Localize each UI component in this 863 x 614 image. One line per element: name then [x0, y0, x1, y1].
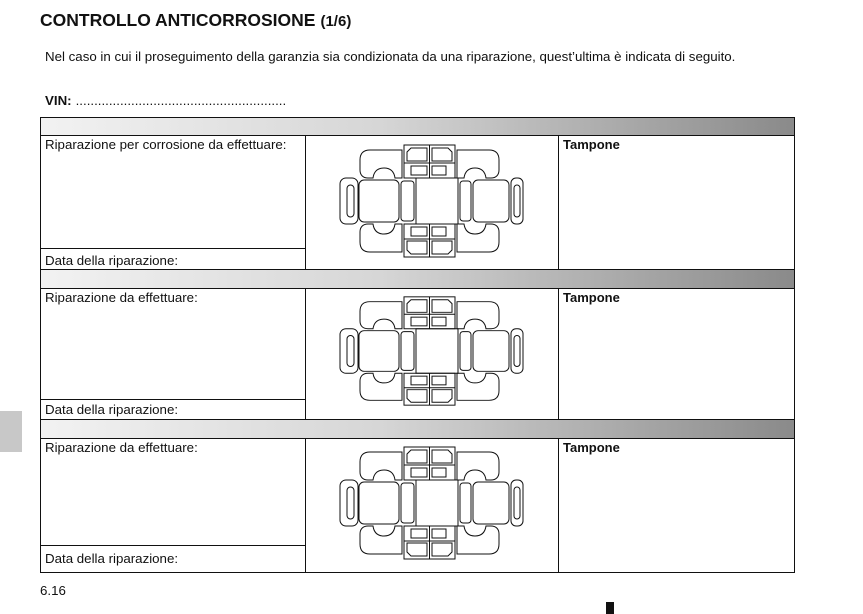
- front-bumper-slot: [347, 487, 354, 519]
- front-door-panel-upper: [411, 317, 427, 326]
- date-label: Data della riparazione:: [45, 402, 179, 417]
- lower-side-panels: [360, 373, 499, 405]
- front-fender-lower: [360, 526, 402, 554]
- vin-label: VIN:: [45, 93, 72, 108]
- rear-door-window-upper: [432, 300, 452, 313]
- trunk-lid: [473, 482, 509, 524]
- page-title: [40, 12, 351, 30]
- front-door-panel-upper: [411, 166, 427, 175]
- hood: [359, 180, 399, 222]
- date-label: Data della riparazione:: [45, 551, 179, 566]
- front-door-panel-upper: [411, 468, 427, 477]
- rear-door-panel-lower: [432, 376, 446, 385]
- top-view-panels: [340, 178, 523, 224]
- rear-quarter-lower: [457, 526, 499, 554]
- car-body-svg: [338, 140, 525, 262]
- front-fender-upper: [360, 302, 402, 329]
- rear-door-window-lower: [432, 543, 452, 556]
- stamp-label: Tampone: [563, 290, 620, 305]
- stamp-cell: [559, 289, 794, 419]
- stamp-label: Tampone: [563, 137, 620, 152]
- front-door-window-lower: [407, 543, 427, 556]
- rear-door-window-lower: [432, 241, 452, 254]
- car-body-svg: [338, 442, 525, 564]
- date-row: [41, 399, 305, 419]
- rear-window: [460, 483, 471, 523]
- rear-door-window-upper: [432, 148, 452, 161]
- repair-block-2: [40, 269, 795, 420]
- rear-door-panel-upper: [432, 468, 446, 477]
- block-body: [41, 136, 794, 269]
- block-body: [41, 439, 794, 572]
- roof: [416, 480, 458, 526]
- block-header-bar: [41, 270, 794, 289]
- repair-block-1: [40, 117, 795, 270]
- windshield: [401, 332, 414, 371]
- rear-quarter-upper: [457, 302, 499, 329]
- repair-label: Riparazione da effettuare:: [45, 440, 198, 455]
- top-view-panels: [340, 480, 523, 526]
- front-door-window-upper: [407, 148, 427, 161]
- vin-line: [45, 94, 286, 107]
- vin-dotted-line: .........................................................: [75, 93, 287, 108]
- block-body: [41, 289, 794, 419]
- rear-door-panel-lower: [432, 529, 446, 538]
- diagram-cell: [306, 289, 559, 419]
- rear-quarter-lower: [457, 373, 499, 400]
- roof: [416, 329, 458, 373]
- page-edge-marker: [606, 602, 614, 614]
- car-body-diagram: [338, 292, 525, 410]
- front-fender-lower: [360, 373, 402, 400]
- car-body-diagram: [338, 442, 525, 564]
- rear-window: [460, 332, 471, 371]
- front-door-panel-lower: [411, 529, 427, 538]
- date-row: [41, 545, 305, 572]
- lower-side-panels: [360, 526, 499, 559]
- rear-window: [460, 181, 471, 221]
- upper-side-panels: [360, 297, 499, 329]
- diagram-cell: [306, 439, 559, 572]
- side-thumb-tab: [0, 411, 22, 452]
- car-body-diagram: [338, 140, 525, 262]
- front-bumper-slot: [347, 185, 354, 217]
- rear-door-panel-lower: [432, 227, 446, 236]
- trunk-lid: [473, 331, 509, 372]
- car-body-svg: [338, 292, 525, 410]
- front-fender-upper: [360, 150, 402, 178]
- repair-cell: [41, 136, 306, 269]
- hood: [359, 482, 399, 524]
- rear-quarter-upper: [457, 150, 499, 178]
- rear-bumper-slot: [514, 487, 520, 519]
- block-header-bar: [41, 118, 794, 136]
- hood: [359, 331, 399, 372]
- front-door-window-upper: [407, 450, 427, 463]
- rear-bumper-slot: [514, 185, 520, 217]
- front-fender-upper: [360, 452, 402, 480]
- repair-block-3: [40, 419, 795, 573]
- top-view-panels: [340, 329, 523, 373]
- rear-quarter-upper: [457, 452, 499, 480]
- stamp-cell: [559, 136, 794, 269]
- repair-cell: [41, 289, 306, 419]
- roof: [416, 178, 458, 224]
- intro-paragraph: Nel caso in cui il proseguimento della garanzia sia condizionata da una riparazione, quest’ultima è indicata di seguito.: [45, 49, 736, 64]
- windshield: [401, 181, 414, 221]
- rear-door-window-upper: [432, 450, 452, 463]
- block-header-bar: [41, 420, 794, 439]
- front-bumper-slot: [347, 336, 354, 367]
- repair-cell: [41, 439, 306, 572]
- stamp-label: Tampone: [563, 440, 620, 455]
- rear-door-panel-upper: [432, 317, 446, 326]
- rear-quarter-lower: [457, 224, 499, 252]
- repair-label: Riparazione per corrosione da effettuare:: [45, 137, 287, 152]
- page-title-text: CONTROLLO ANTICORROSIONE: [40, 10, 316, 30]
- rear-door-panel-upper: [432, 166, 446, 175]
- windshield: [401, 483, 414, 523]
- rear-door-window-lower: [432, 390, 452, 403]
- front-door-window-lower: [407, 241, 427, 254]
- date-label: Data della riparazione:: [45, 253, 179, 268]
- upper-side-panels: [360, 447, 499, 480]
- lower-side-panels: [360, 224, 499, 257]
- front-door-window-upper: [407, 300, 427, 313]
- rear-bumper-slot: [514, 336, 520, 367]
- page-number: 6.16: [40, 583, 66, 598]
- upper-side-panels: [360, 145, 499, 178]
- front-door-panel-lower: [411, 376, 427, 385]
- trunk-lid: [473, 180, 509, 222]
- stamp-cell: [559, 439, 794, 572]
- front-door-panel-lower: [411, 227, 427, 236]
- page-title-suffix: (1/6): [320, 13, 352, 30]
- repair-label: Riparazione da effettuare:: [45, 290, 198, 305]
- front-door-window-lower: [407, 390, 427, 403]
- diagram-cell: [306, 136, 559, 269]
- date-row: [41, 248, 305, 269]
- front-fender-lower: [360, 224, 402, 252]
